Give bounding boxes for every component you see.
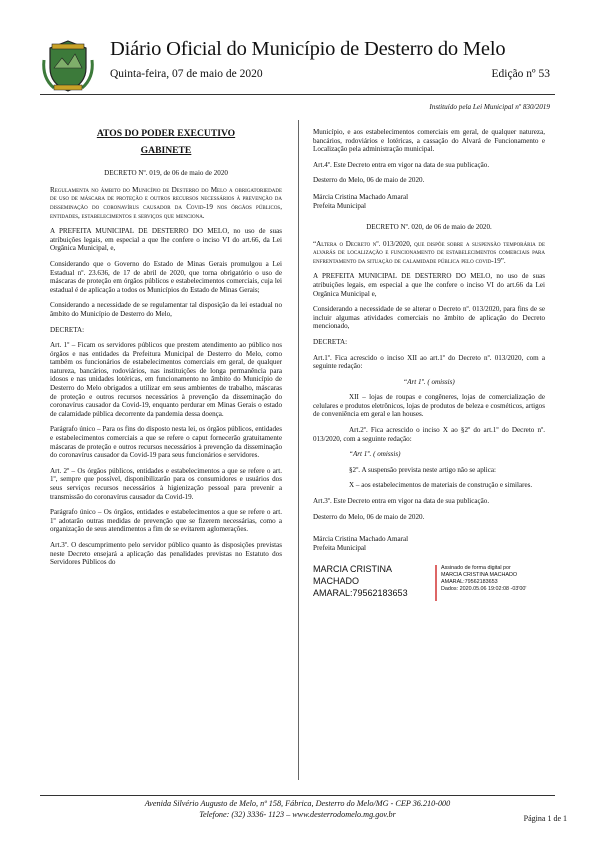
signature-block-2 [313, 535, 545, 553]
header [40, 28, 560, 98]
digital-signature-info [441, 565, 551, 593]
quote-omissis: “Art 1º. ( omissis) [403, 377, 455, 386]
article-1: Art.1º. Fica acrescido o inciso XII ao art.1º do Decreto nº. 013/2020, com a seguinte redação: [313, 353, 545, 371]
signature-bar [435, 565, 437, 601]
paragraph: A PREFEITA MUNICIPAL DE DESTERRO DO MELO, no uso de suas atribuições legais, em especial a que lhe confere o inciso VI do art.66 da Lei Orgânica Municipal e, [313, 272, 545, 298]
digital-signer-line: AMARAL:79562183653 [313, 588, 408, 599]
paragraph: A PREFEITA MUNICIPAL DE DESTERRO DO MELO, no uso de suas atribuições legais, em especial a que lhe confere o inciso VI do art.66, da Lei Orgânica Municipal, e, [50, 227, 282, 253]
right-column [313, 128, 545, 605]
article-1: Art. 1º – Ficam os servidores públicos que prestem atendimento ao público nos órgãos e nas entidades da Prefeitura Municipal de Desterro do Melo, como também os funcionários de estabelecimentos comerciais em geral, de qualquer natureza, bancários, rodoviários, nas instituições de longa permanência para idosos e nas unidades lotéricas, em funcionamento no âmbito do Município de Desterro do Melo obrigados a utilizar em seus ambientes de trabalho, máscaras de proteção e outros recursos necessários à prevenção da disseminação do coronavírus causador da Covid-19, enquanto perdurar em Minas Gerais o estado de calamidade pública decorrente da pandemia dessa doença. [50, 341, 282, 418]
section-heading-cabinet: GABINETE [140, 144, 192, 156]
footer-address: Avenida Silvério Augusto de Melo, nº 158, Fábrica, Desterro do Melo/MG - CEP 36.210-000 [144, 799, 451, 808]
instituted-note: Instituído pela Lei Municipal nº 830/2019 [429, 103, 550, 111]
digital-signer-line: MACHADO [313, 576, 360, 587]
municipal-crest-icon [40, 38, 96, 94]
decree-020-date: Desterro do Melo, 06 de maio de 2020. [313, 512, 425, 521]
digital-signature-info-line: MARCIA CRISTINA MACHADO [441, 572, 518, 579]
column-divider [298, 120, 299, 780]
edition-number: Edição nº 53 [491, 68, 550, 80]
article-4: Art.4º. Este Decreto entra em vigor na data de sua publicação. [313, 160, 490, 169]
inciso-x: X – aos estabelecimentos de materiais de construção e similares. [349, 481, 533, 490]
inciso-xii: XII – lojas de roupas e congêneres, lojas de comercialização de celulares e produtos eletrônicos, lojas de produtos de beleza e cosméticos, artigos de conveniência em geral e lan houses. [313, 393, 545, 419]
digital-signer-name [313, 563, 433, 599]
paragraph-2: §2º. A suspensão prevista neste artigo não se aplica: [349, 465, 496, 474]
decree-019-date: Desterro do Melo, 06 de maio de 2020. [313, 176, 425, 185]
issue-date: Quinta-feira, 07 de maio de 2020 [110, 68, 263, 80]
digital-signature [313, 563, 545, 605]
paragraph-unique-1: Parágrafo único – Para os fins do disposto nesta lei, os órgãos públicos, entidades e estabelecimentos comerciais a que se refere o caput fornecerão gratuitamente máscaras de proteção e outros recursos necessários à prevenção da disseminação do coronavírus causador da Covid-19 para seus funcionários e servidores. [50, 425, 282, 460]
digital-signature-info-line: Assinado de forma digital por [441, 565, 511, 572]
page-number: Página 1 de 1 [523, 814, 567, 823]
signer-name: Márcia Cristina Machado Amaral [313, 535, 409, 544]
signer-role: Prefeita Municipal [313, 201, 366, 210]
article-3: Art.3º. O descumprimento pelo servidor público quanto às disposições previstas neste Decreto ensejará a aplicação das penalidades previstas no Estatuto dos Servidores Públicos do [50, 540, 282, 567]
signer-role: Prefeita Municipal [313, 544, 366, 553]
paragraph: Considerando a necessidade de se regulamentar tal disposição da lei estadual no âmbito do Município de Desterro do Melo, [50, 301, 282, 318]
digital-signer-line: MARCIA CRISTINA [313, 564, 393, 575]
decreta-heading: DECRETA: [50, 325, 85, 334]
digital-signature-info-line: Dados: 2020.05.06 19:02:08 -03'00' [441, 586, 527, 593]
decree-019-title: DECRETO Nº. 019, de 06 de maio de 2020 [104, 169, 228, 178]
decree-019-ementa: Regulamenta no âmbito do Município de Desterro do Melo a obrigatoriedade de uso de máscara de proteção e outros recursos necessários à prevenção da disseminação do coronavírus causador da Covid-19 nos órgãos públicos, entidades, estabelecimentos e serviços que menciona. [50, 185, 282, 220]
section-heading-executive: ATOS DO PODER EXECUTIVO [96, 128, 236, 139]
article-3-continuation: Município, e aos estabelecimentos comerciais em geral, de qualquer natureza, bancários, rodoviários e lotéricas, a cassação do Alvará de Funcionamento e Localização pela administração municipal. [313, 128, 545, 154]
left-column [50, 128, 282, 574]
signature-block-1 [313, 193, 545, 211]
paragraph-unique-2: Parágrafo único – Os órgãos, entidades e estabelecimentos a que se refere o art. 1º adotarão outras medidas de prevenção que se fizerem necessárias, como a organização de seus atendimentos a fim de se evitarem aglomerações. [50, 508, 282, 534]
paragraph: Considerando a necessidade de se alterar o Decreto nº. 013/2020, para fins de se incluir algumas atividades comerciais no âmbito de aplicação do Decreto mencionado, [313, 305, 545, 331]
decree-020-title: DECRETO Nº. 020, de 06 de maio de 2020. [366, 222, 492, 231]
paragraph: Considerando que o Governo do Estado de Minas Gerais promulgou a Lei Estadual nº. 23.636, de 17 de abril de 2020, que torna obrigatório o uso de máscaras de proteção em órgãos públicos e estabelecimentos comerciais, cuja lei estadual é de aplicação a todos os Municípios do Estado de Minas Gerais; [50, 259, 282, 294]
footer-contact: Telefone: (32) 3336- 1123 – www.desterrodomelo.mg.gov.br [199, 810, 396, 819]
footer-divider [40, 795, 555, 796]
header-divider [40, 94, 555, 95]
decreta-heading: DECRETA: [313, 337, 348, 346]
article-2: Art. 2º – Os órgãos públicos, entidades e estabelecimentos a que se refere o art. 1º, sempre que possível, disponibilizarão para os consumidores e usuários dos seus serviços recursos necessários à higienização pessoal para prevenir a transmissão do coronavírus causador da Covid-19. [50, 466, 282, 501]
decree-020-ementa: “Altera o Decreto nº. 013/2020, que dispõe sobre a suspensão temporária de alvarás de localização e funcionamento de estabelecimentos comerciais para enfrentamento da situação de calamidade pública pelo covid-19”. [313, 239, 545, 265]
article-2: Art.2º. Fica acrescido o inciso X ao §2º do art.1º do Decreto nº. 013/2020, com a seguinte redação: [313, 426, 545, 443]
digital-signature-info-line: AMARAL:79562183653 [441, 579, 498, 586]
signer-name: Márcia Cristina Machado Amaral [313, 192, 409, 201]
gazette-title: Diário Oficial do Município de Desterro do Melo [110, 38, 506, 60]
article-3: Art.3º. Este Decreto entra em vigor na data de sua publicação. [313, 497, 490, 506]
quote-omissis: “Art 1º. ( omissis) [349, 450, 401, 459]
